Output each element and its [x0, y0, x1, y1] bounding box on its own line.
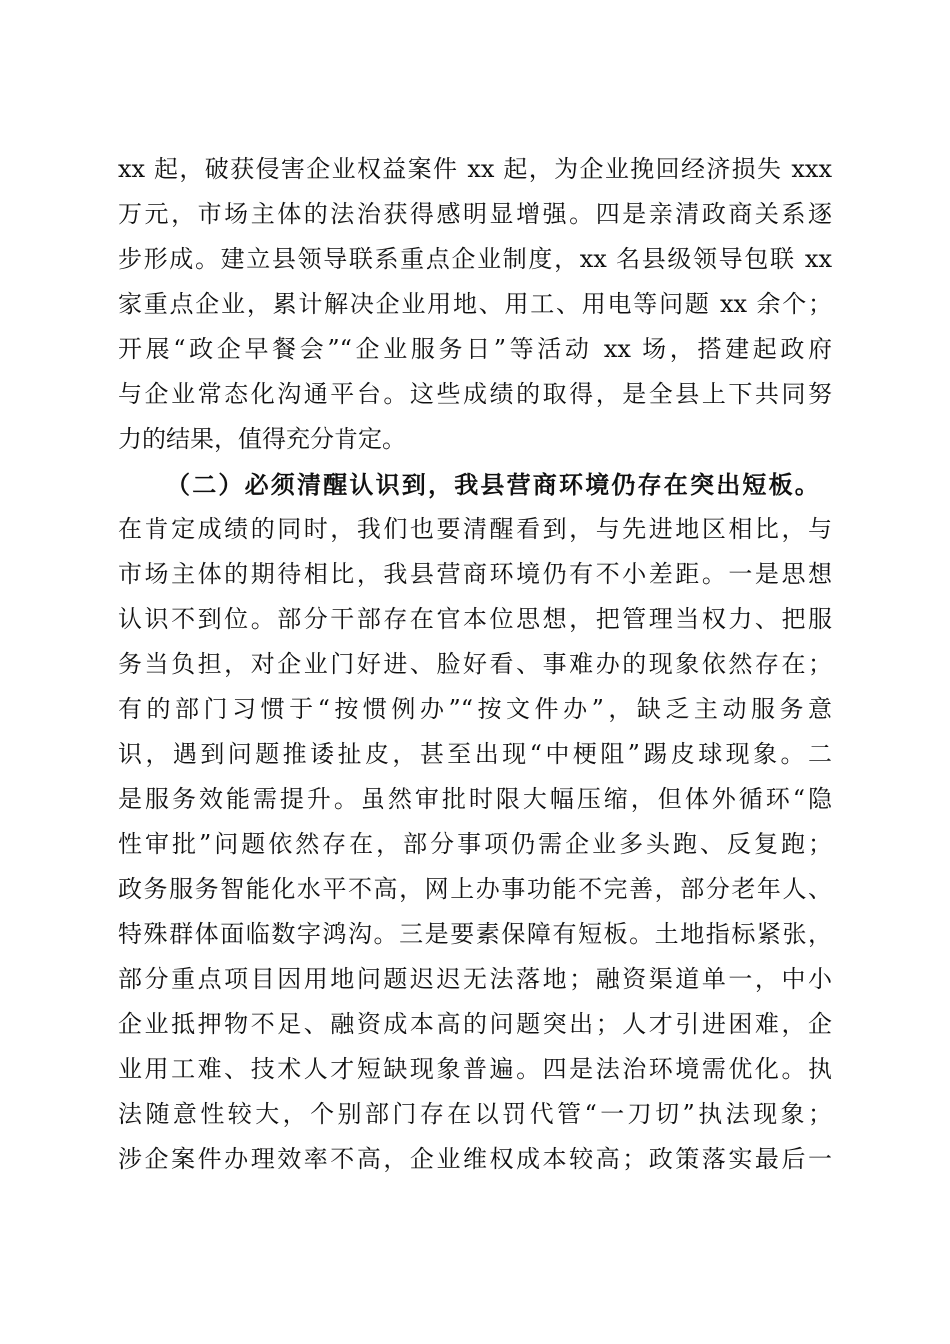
text-line: 与企业常态化沟通平台。这些成绩的取得，是全县上下共同努 [118, 380, 832, 408]
paragraph-end-line: 力的结果，值得充分肯定。 [118, 425, 406, 453]
text-line: 万元，市场主体的法治获得感明显增强。四是亲清政商关系逐 [118, 200, 832, 228]
text-line: 有的部门习惯于“按惯例办”“按文件办”，缺乏主动服务意 [118, 695, 832, 723]
text-line: xx 起，破获侵害企业权益案件 xx 起，为企业挽回经济损失 xxx [118, 155, 832, 183]
text-line: 市场主体的期待相比，我县营商环境仍有不小差距。一是思想 [118, 560, 832, 588]
text-line: 家重点企业，累计解决企业用地、用工、用电等问题 xx 余个； [118, 290, 832, 318]
text-line: 开展“政企早餐会”“企业服务日”等活动 xx 场，搭建起政府 [118, 335, 832, 363]
text-line: 业用工难、技术人才短缺现象普遍。四是法治环境需优化。执 [118, 1055, 832, 1083]
text-line: 性审批”问题依然存在，部分事项仍需企业多头跑、反复跑； [118, 830, 832, 858]
text-line: 识，遇到问题推诿扯皮，甚至出现“中梗阻”踢皮球现象。二 [118, 740, 832, 768]
text-line: 企业抵押物不足、融资成本高的问题突出；人才引进困难，企 [118, 1010, 832, 1038]
text-line: 政务服务智能化水平不高，网上办事功能不完善，部分老年人、 [118, 875, 832, 903]
text-line: 涉企案件办理效率不高，企业维权成本较高；政策落实最后一 [118, 1145, 832, 1173]
text-line: 务当负担，对企业门好进、脸好看、事难办的现象依然存在； [118, 650, 832, 678]
text-line: 是服务效能需提升。虽然审批时限大幅压缩，但体外循环“隐 [118, 785, 832, 813]
text-line: 在肯定成绩的同时，我们也要清醒看到，与先进地区相比，与 [118, 515, 832, 543]
text-line: 特殊群体面临数字鸿沟。三是要素保障有短板。土地指标紧张， [118, 920, 832, 948]
body-text [118, 147, 832, 1182]
section-heading: （二）必须清醒认识到，我县营商环境仍存在突出短板。 [166, 470, 821, 499]
text-line: 部分重点项目因用地问题迟迟无法落地；融资渠道单一，中小 [118, 965, 832, 993]
text-line: 步形成。建立县领导联系重点企业制度，xx 名县级领导包联 xx [118, 245, 832, 273]
text-line: 认识不到位。部分干部存在官本位思想，把管理当权力、把服 [118, 605, 832, 633]
text-line: 法随意性较大，个别部门存在以罚代管“一刀切”执法现象； [118, 1100, 832, 1128]
